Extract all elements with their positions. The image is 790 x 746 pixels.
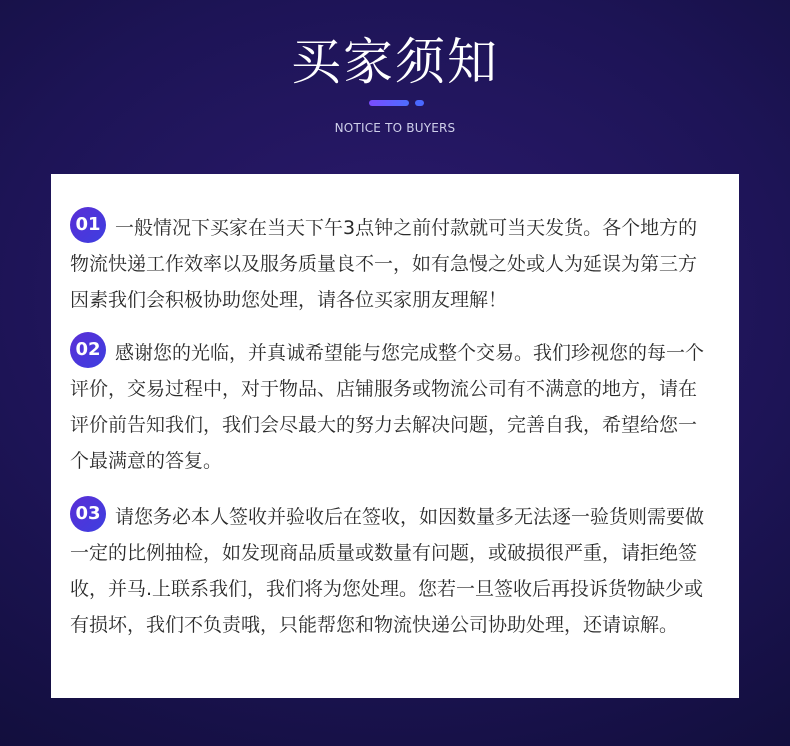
decoration-bar-long (369, 100, 409, 106)
notice-item-2 (70, 335, 710, 479)
notice-text: 感谢您的光临，并真诚希望能与您完成整个交易。我们珍视您的每一个评价，交易过程中，对于物品、店铺服务或物流公司有不满意的地方，请在评价前告知我们，我们会尽最大的努力去解决问题，完善自我，希望给您一个最满意的答复。 (70, 342, 705, 472)
page-title: 买家须知 (291, 33, 499, 91)
notice-text: 一般情况下买家在当天下午3点钟之前付款就可当天发货。各个地方的物流快递工作效率以及服务质量良不一，如有急慢之处或人为延误为第三方因素我们会积极协助您处理，请各位买家朋友理解！ (70, 217, 698, 311)
page-subtitle: NOTICE TO BUYERS (334, 121, 456, 135)
notice-text: 请您务必本人签收并验收后在签收，如因数量多无法逐一验货则需要做一定的比例抽检，如发现商品质量或数量有问题，或破损很严重，请拒绝签收，并马.上联系我们，我们将为您处理。您若一旦签收后再投诉货物缺少或有损坏，我们不负责哦，只能帮您和物流快递公司协助处理，还请谅解。 (70, 506, 705, 636)
notice-number-badge: 01 (70, 207, 106, 243)
notice-item-3 (70, 499, 710, 643)
notice-number-badge: 02 (70, 332, 106, 368)
title-decoration (369, 100, 429, 106)
notice-item-1 (70, 210, 710, 318)
notice-card (51, 174, 739, 698)
notice-number-badge: 03 (70, 496, 106, 532)
decoration-bar-short (415, 100, 424, 106)
